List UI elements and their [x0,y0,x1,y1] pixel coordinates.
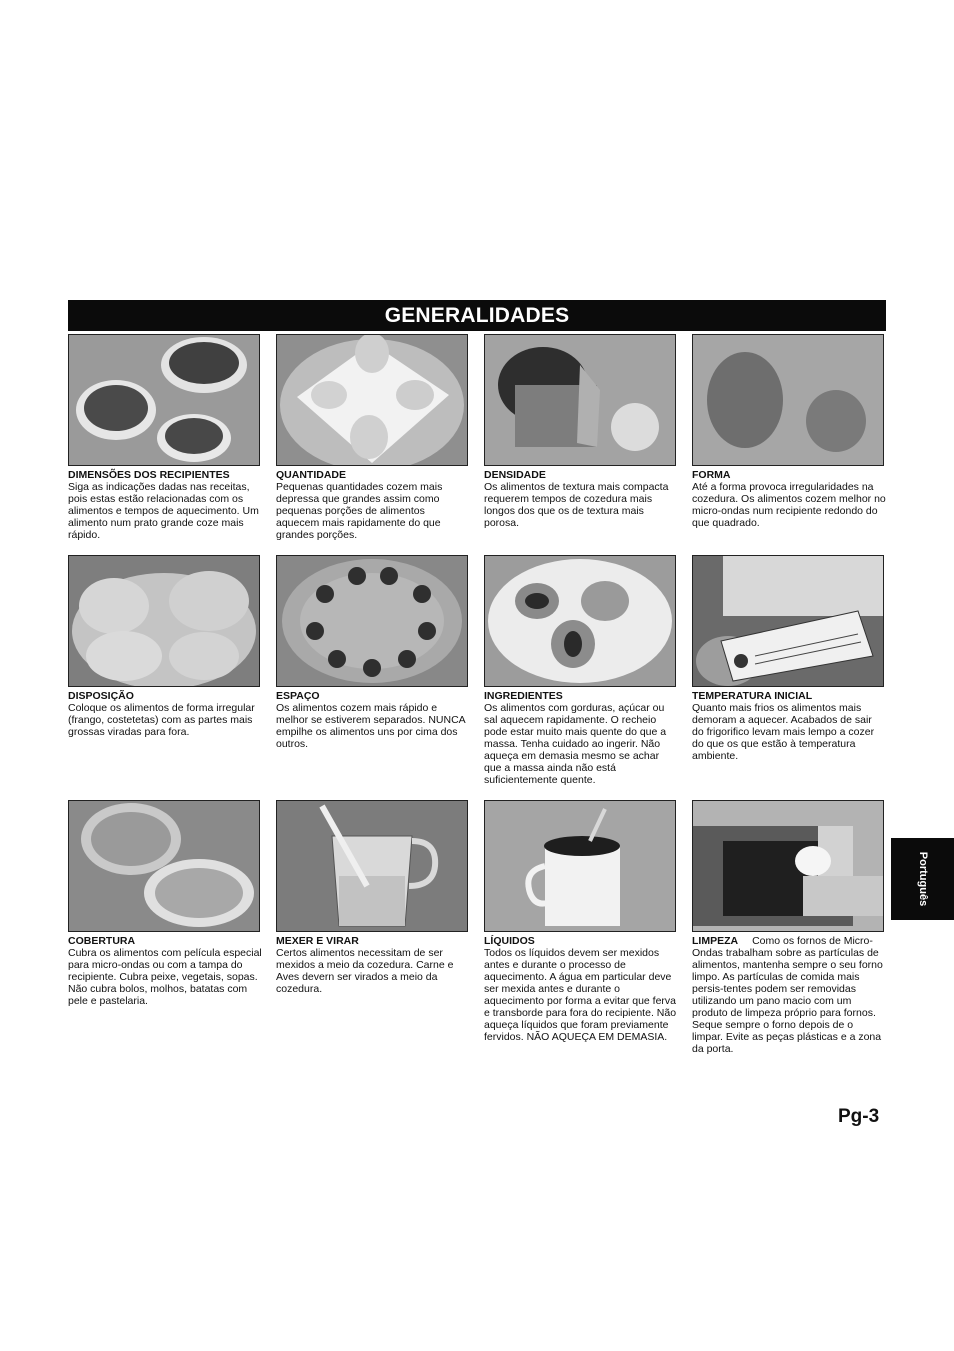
item-ingredientes [484,555,678,786]
item-body: Como os fornos de Micro-Ondas trabalham sobre as partículas de alimentos, mantenha sempre o seu forno limpo. As partículas de comida mais persis-tentes podem ser removidas utilizando um pano macio com um produto de limpeza próprio para fornos. Seque sempre o forno depois de o limpar. Evite as peças plásticas e a zona da porta. [692,935,883,1055]
item-title: DIMENSÕES DOS RECIPIENTES [68,469,230,481]
item-body: Os alimentos cozem mais rápido e melhor se estiverem separados. NUNCA empilhe os alimentos uns por cima dos outros. [276,702,466,750]
photo-densidade [484,334,676,466]
photo-liquidos [484,800,676,932]
item-title: LÍQUIDOS [484,935,535,947]
item-body: Siga as indicações dadas nas receitas, pois estas estão relacionadas com os alimentos e tempos de aquecimento. Um alimento num prato grande coze mais rápido. [68,481,259,541]
item-title: FORMA [692,469,731,481]
photo-forma [692,334,884,466]
item-title: LIMPEZA [692,935,739,947]
photo-temperatura [692,555,884,687]
item-limpeza [692,800,886,1055]
item-title: MEXER E VIRAR [276,935,359,947]
item-body: Até a forma provoca irregularidades na cozedura. Os alimentos cozem melhor no micro-ondas num recipiente redondo do que quadrado. [692,481,886,529]
item-liquidos [484,800,678,1043]
section-banner [68,300,886,331]
photo-disposicao [68,555,260,687]
item-body: Cubra os alimentos com película especial para micro-ondas ou com a tampa do recipiente. Cubra peixe, vegetais, sopas. Não cubra bolos, molhos, batatas com pele e pastelaria. [68,947,262,1007]
item-dimensoes [68,334,262,541]
item-densidade [484,334,678,529]
photo-limpeza [692,800,884,932]
item-espaco [276,555,470,750]
photo-espaco [276,555,468,687]
item-forma [692,334,886,529]
item-title: DENSIDADE [484,469,546,481]
item-body: Certos alimentos necessitam de ser mexidos a meio da cozedura. Carne e Aves devern ser virados a meio da cozedura. [276,947,454,995]
item-cobertura [68,800,262,1007]
photo-quantidade [276,334,468,466]
language-tab [891,838,954,920]
item-title: ESPAÇO [276,690,320,702]
item-title: QUANTIDADE [276,469,346,481]
item-title: COBERTURA [68,935,136,947]
item-quantidade [276,334,470,541]
item-body: Todos os líquidos devem ser mexidos antes e durante o processo de aquecimento. A água em particular deve ser mexida antes e durante o aquecimento por forma a evitar que ferva e transborde para fora do recipiente. Não aqueça líquidos que foram previamente fervidos. NÃO AQUEÇA EM DEMASIA. [484,947,677,1043]
item-temperatura [692,555,886,762]
photo-recipientes [68,334,260,466]
item-body: Quanto mais frios os alimentos mais demoram a aquecer. Acabados de sair do frigorifico levam mais lempo a cozer do que os que estão à temperatura ambiente. [692,702,875,762]
photo-mexer [276,800,468,932]
item-title: TEMPERATURA INICIAL [692,690,813,702]
photo-ingredientes [484,555,676,687]
page-title: GENERALIDADES [384,304,570,327]
item-title: INGREDIENTES [484,690,563,702]
item-body: Pequenas quantidades cozem mais depressa que grandes assim como pequenas porções de alimentos aquecem mais rapidamente do que grandes porções. [276,481,443,541]
item-body: Os alimentos de textura mais compacta requerem tempos de cozedura mais longos dos que os de textura mais porosa. [484,481,669,529]
item-body: Coloque os alimentos de forma irregular (frango, costetetas) com as partes mais grossas viradas para fora. [68,702,255,738]
item-title: DISPOSIÇÃO [68,690,134,702]
item-body: Os alimentos com gorduras, açúcar ou sal aquecem rapidamente. O recheio pode estar muito mais quente do que a massa. Tenha cuidado ao ingerir. Não aqueça em demasia mesmo se achar que a massa ainda não está suficientemente quente. [484,702,667,786]
item-mexer [276,800,470,995]
photo-cobertura [68,800,260,932]
item-caption [692,935,886,1055]
language-tab-label: Português [916,851,929,907]
page-number: Pg-3 [838,1106,880,1127]
item-disposicao [68,555,262,738]
